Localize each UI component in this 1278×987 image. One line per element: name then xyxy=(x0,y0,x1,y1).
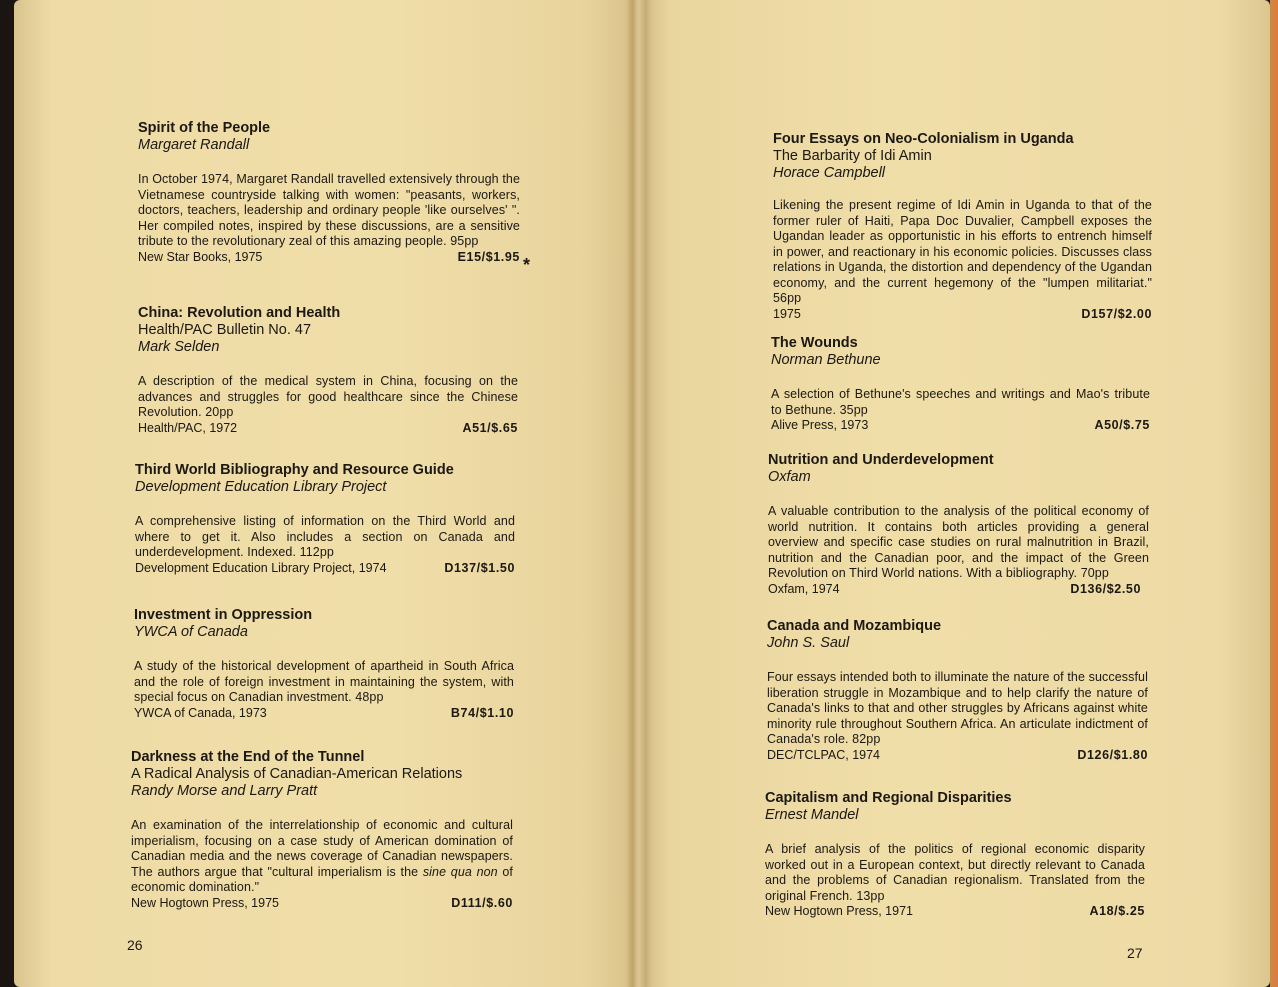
entry-title: China: Revolution and Health xyxy=(138,305,341,321)
entry-publisher: YWCA of Canada, 1973 xyxy=(134,705,267,720)
entry-title: Darkness at the End of the Tunnel xyxy=(131,749,365,765)
description-text-end: of economic domination." xyxy=(131,864,513,894)
entry-author: John S. Saul xyxy=(767,635,850,651)
entry-footer xyxy=(134,706,514,721)
description-text: An examination of the interrelationship of economic and cultural imperialism, focusing on a case study of American domination of Canadian media and the news coverage of Canadian newspapers. The authors argue that "cultural imperialism is the xyxy=(131,818,513,879)
entry-author: Oxfam xyxy=(768,469,811,485)
book-entry xyxy=(138,305,518,436)
entry-author: Ernest Mandel xyxy=(765,807,859,823)
entry-description: A study of the historical development of apartheid in South Africa and the role of foreign investment in maintaining the system, with special focus on Canadian investment. 48pp xyxy=(134,659,514,704)
entry-title: Four Essays on Neo-Colonialism in Uganda xyxy=(773,131,1074,147)
entry-footer xyxy=(131,896,513,911)
entry-footer xyxy=(135,561,515,576)
entry-price-code: A18/$.25 xyxy=(1089,904,1145,918)
book-entry xyxy=(768,452,1149,597)
entry-footer xyxy=(765,904,1145,919)
entry-author: Mark Selden xyxy=(138,339,220,355)
entry-subtitle: The Barbarity of Idi Amin xyxy=(773,148,932,164)
entry-price-code: D126/$1.80 xyxy=(1077,747,1148,762)
book-entry xyxy=(135,462,515,576)
entry-publisher: New Hogtown Press, 1975 xyxy=(131,895,279,910)
entry-title: Spirit of the People xyxy=(138,120,271,136)
entry-footer xyxy=(138,250,520,265)
entry-publisher: New Star Books, 1975 xyxy=(138,249,263,264)
entry-footer xyxy=(767,748,1148,763)
entry-footer xyxy=(138,421,518,436)
entry-footer xyxy=(771,418,1150,433)
entry-author: Development Education Library Project xyxy=(135,479,387,495)
entry-publisher: Health/PAC, 1972 xyxy=(138,420,238,435)
entry-price-code: E15/$1.95 xyxy=(457,249,520,264)
entry-author: Horace Campbell xyxy=(773,165,886,181)
entry-price-code: D136/$2.50 xyxy=(1070,581,1141,596)
entry-publisher: DEC/TCLPAC, 1974 xyxy=(767,747,881,762)
entry-description: In October 1974, Margaret Randall travelled extensively through the Vietnamese countryside talking with women: "peasants, workers, doctors, teachers, leadership and ordinary people 'like ourselves' ". Her compiled notes, inspired by these discussions, are a sensitive tribute to the revolutionary zeal of this amazing people. 95pp xyxy=(138,172,520,248)
page-number-left: 26 xyxy=(127,937,143,953)
entry-description xyxy=(131,818,513,896)
entry-price-code: D157/$2.00 xyxy=(1081,306,1152,321)
entry-publisher: Oxfam, 1974 xyxy=(768,581,840,596)
entry-description: A comprehensive listing of information on the Third World and where to get it. Also includes a section on Canada and underdevelopment. Indexed. 112pp xyxy=(135,514,515,559)
entry-author: Margaret Randall xyxy=(138,137,250,153)
cover-edge xyxy=(1270,0,1278,987)
entry-author: Randy Morse and Larry Pratt xyxy=(131,783,318,799)
page-number-right: 27 xyxy=(1127,945,1143,961)
entry-subtitle: Health/PAC Bulletin No. 47 xyxy=(138,322,312,338)
entry-description: A description of the medical system in China, focusing on the advances and struggles for good healthcare since the Chinese Revolution. 20pp xyxy=(138,374,518,419)
entry-price-code: B74/$1.10 xyxy=(450,705,514,720)
book-spine xyxy=(626,0,652,987)
entry-description: Four essays intended both to illuminate the nature of the successful liberation struggle in Mozambique and to help clarify the nature of Canada's links to that and other struggles by Africans against white minority rule throughout Southern Africa. An articulate indictment of Canada's role. 82pp xyxy=(767,670,1148,746)
entry-footer xyxy=(768,582,1149,597)
entry-footer xyxy=(773,307,1152,322)
entry-price-code: D111/$.60 xyxy=(451,895,513,910)
book-entry xyxy=(767,618,1148,763)
entry-title: Third World Bibliography and Resource Guide xyxy=(135,462,454,478)
entry-description: A brief analysis of the politics of regional economic disparity worked out in a European context, but directly relevant to Canada and the problems of Canadian regionalism. Translated from the original French. 13pp xyxy=(765,842,1145,903)
book-entry xyxy=(773,131,1152,322)
book-entry xyxy=(138,120,520,265)
entry-title: Nutrition and Underdevelopment xyxy=(768,452,994,468)
entry-title: The Wounds xyxy=(771,335,858,351)
entry-publisher: 1975 xyxy=(773,306,801,321)
asterisk-mark: * xyxy=(523,255,531,275)
entry-price-code: D137/$1.50 xyxy=(444,560,515,575)
entry-publisher: Development Education Library Project, 1974 xyxy=(135,560,387,575)
entry-description: A selection of Bethune's speeches and writings and Mao's tribute to Bethune. 35pp xyxy=(771,387,1150,417)
entry-author: YWCA of Canada xyxy=(134,624,248,640)
book-entry xyxy=(771,335,1150,433)
book-entry xyxy=(131,749,513,911)
entry-subtitle: A Radical Analysis of Canadian-American Relations xyxy=(131,766,463,782)
entry-title: Capitalism and Regional Disparities xyxy=(765,790,1012,806)
entry-title: Canada and Mozambique xyxy=(767,618,942,634)
book-entry xyxy=(765,790,1145,919)
entry-title: Investment in Oppression xyxy=(134,607,313,623)
book-entry xyxy=(134,607,514,721)
description-latin-phrase: sine qua non xyxy=(422,864,498,879)
entry-price-code: A50/$.75 xyxy=(1094,418,1150,432)
entry-description: Likening the present regime of Idi Amin in Uganda to that of the former ruler of Haiti, Papa Doc Duvalier, Campbell exposes the Ugandan leader as opportunistic in his efforts to entrench himself in power, and reactionary in his economic policies. Discusses class relations in Uganda, the distortion and dependency of the Ugandan economy, and the current hegemony of the "lumpen militariat." 56pp xyxy=(773,198,1152,305)
entry-description: A valuable contribution to the analysis of the political economy of world nutrition. It contains both articles providing a general overview and specific case studies on rural malnutrition in Brazil, nutrition and the Canadian poor, and the impact of the Green Revolution on Third World nations. With a bibliography. 70pp xyxy=(768,504,1149,580)
entry-publisher: New Hogtown Press, 1971 xyxy=(765,904,913,918)
entry-publisher: Alive Press, 1973 xyxy=(771,418,869,432)
entry-author: Norman Bethune xyxy=(771,352,881,368)
entry-price-code: A51/$.65 xyxy=(462,420,518,435)
